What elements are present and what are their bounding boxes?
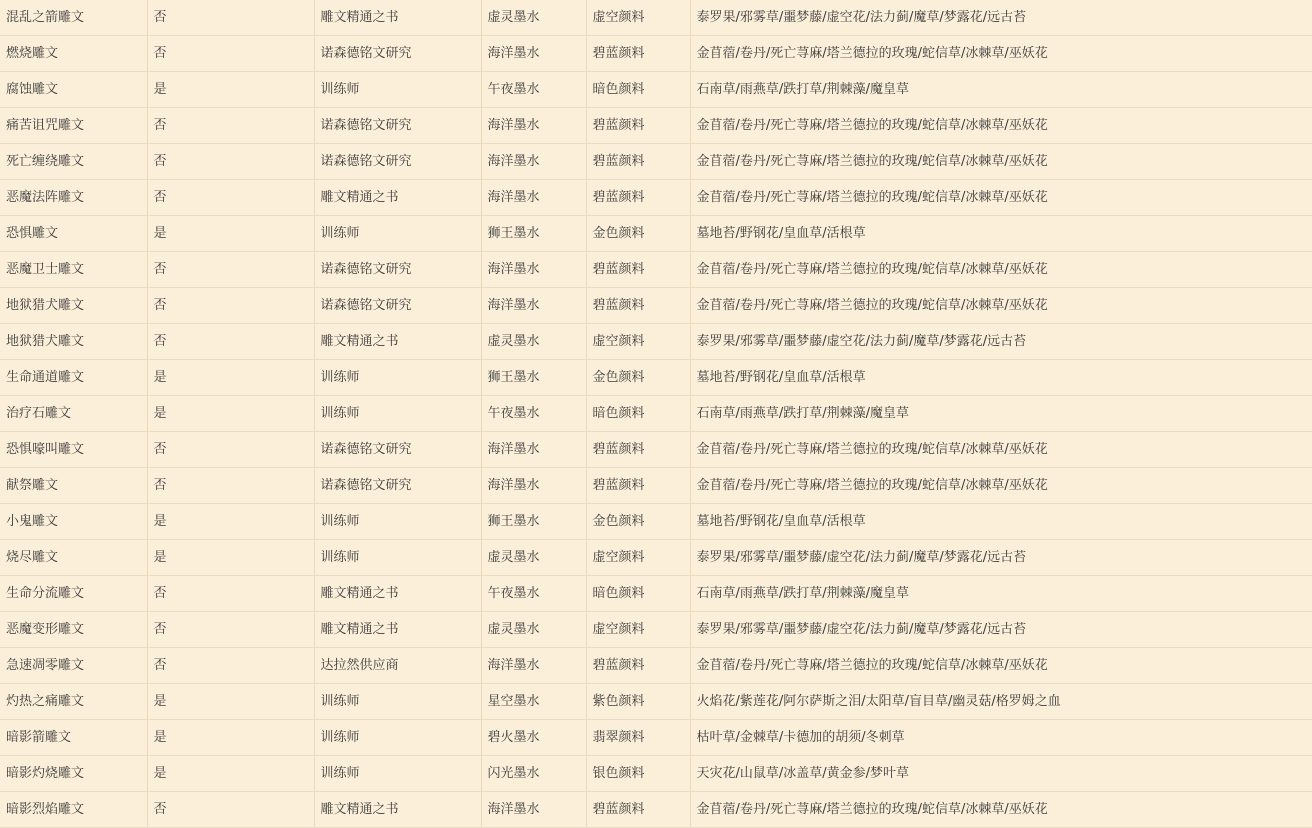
pigment-cell: 金色颜料 <box>586 360 690 396</box>
ink-cell: 午夜墨水 <box>481 72 586 108</box>
ink-cell: 海洋墨水 <box>481 432 586 468</box>
pigment-cell: 碧蓝颜料 <box>586 468 690 504</box>
ink-cell: 海洋墨水 <box>481 180 586 216</box>
table-row <box>0 108 1312 144</box>
herbs-cell: 石南草/雨燕草/跌打草/荆棘藻/魔皇草 <box>690 396 1312 432</box>
pigment-cell: 虚空颜料 <box>586 0 690 36</box>
source-cell: 诺森德铭文研究 <box>314 288 481 324</box>
source-cell: 雕文精通之书 <box>314 180 481 216</box>
ink-cell: 海洋墨水 <box>481 648 586 684</box>
starter-flag-cell: 是 <box>147 756 314 792</box>
pigment-cell: 金色颜料 <box>586 216 690 252</box>
glyph-name-cell: 烧尽雕文 <box>0 540 147 576</box>
source-cell: 达拉然供应商 <box>314 648 481 684</box>
ink-cell: 狮王墨水 <box>481 504 586 540</box>
source-cell: 训练师 <box>314 396 481 432</box>
glyph-name-cell: 治疗石雕文 <box>0 396 147 432</box>
starter-flag-cell: 是 <box>147 684 314 720</box>
ink-cell: 星空墨水 <box>481 684 586 720</box>
pigment-cell: 碧蓝颜料 <box>586 648 690 684</box>
glyph-name-cell: 痛苦诅咒雕文 <box>0 108 147 144</box>
table-row <box>0 468 1312 504</box>
source-cell: 诺森德铭文研究 <box>314 468 481 504</box>
starter-flag-cell: 否 <box>147 468 314 504</box>
glyph-name-cell: 生命通道雕文 <box>0 360 147 396</box>
herbs-cell: 金苜蓿/卷丹/死亡荨麻/塔兰德拉的玫瑰/蛇信草/冰棘草/巫妖花 <box>690 180 1312 216</box>
herbs-cell: 金苜蓿/卷丹/死亡荨麻/塔兰德拉的玫瑰/蛇信草/冰棘草/巫妖花 <box>690 432 1312 468</box>
glyph-name-cell: 死亡缠绕雕文 <box>0 144 147 180</box>
starter-flag-cell: 否 <box>147 180 314 216</box>
pigment-cell: 碧蓝颜料 <box>586 252 690 288</box>
pigment-cell: 紫色颜料 <box>586 684 690 720</box>
starter-flag-cell: 否 <box>147 576 314 612</box>
ink-cell: 午夜墨水 <box>481 576 586 612</box>
herbs-cell: 泰罗果/邪雾草/噩梦藤/虚空花/法力蓟/魔草/梦露花/远古苔 <box>690 612 1312 648</box>
pigment-cell: 碧蓝颜料 <box>586 144 690 180</box>
pigment-cell: 虚空颜料 <box>586 612 690 648</box>
source-cell: 诺森德铭文研究 <box>314 36 481 72</box>
glyph-name-cell: 灼热之痛雕文 <box>0 684 147 720</box>
glyph-name-cell: 小鬼雕文 <box>0 504 147 540</box>
glyph-name-cell: 地狱猎犬雕文 <box>0 324 147 360</box>
table-row <box>0 252 1312 288</box>
table-row <box>0 756 1312 792</box>
ink-cell: 海洋墨水 <box>481 108 586 144</box>
herbs-cell: 枯叶草/金棘草/卡德加的胡须/冬刺草 <box>690 720 1312 756</box>
table-row <box>0 684 1312 720</box>
source-cell: 雕文精通之书 <box>314 576 481 612</box>
glyph-name-cell: 暗影烈焰雕文 <box>0 792 147 828</box>
pigment-cell: 暗色颜料 <box>586 396 690 432</box>
pigment-cell: 碧蓝颜料 <box>586 288 690 324</box>
source-cell: 雕文精通之书 <box>314 0 481 36</box>
ink-cell: 虚灵墨水 <box>481 540 586 576</box>
herbs-cell: 泰罗果/邪雾草/噩梦藤/虚空花/法力蓟/魔草/梦露花/远古苔 <box>690 540 1312 576</box>
ink-cell: 海洋墨水 <box>481 252 586 288</box>
ink-cell: 海洋墨水 <box>481 288 586 324</box>
glyph-name-cell: 地狱猎犬雕文 <box>0 288 147 324</box>
starter-flag-cell: 是 <box>147 396 314 432</box>
herbs-cell: 石南草/雨燕草/跌打草/荆棘藻/魔皇草 <box>690 72 1312 108</box>
source-cell: 训练师 <box>314 72 481 108</box>
starter-flag-cell: 否 <box>147 792 314 828</box>
pigment-cell: 暗色颜料 <box>586 576 690 612</box>
pigment-cell: 碧蓝颜料 <box>586 432 690 468</box>
pigment-cell: 金色颜料 <box>586 504 690 540</box>
herbs-cell: 金苜蓿/卷丹/死亡荨麻/塔兰德拉的玫瑰/蛇信草/冰棘草/巫妖花 <box>690 792 1312 828</box>
pigment-cell: 碧蓝颜料 <box>586 108 690 144</box>
source-cell: 训练师 <box>314 756 481 792</box>
table-row <box>0 180 1312 216</box>
table-row <box>0 288 1312 324</box>
ink-cell: 虚灵墨水 <box>481 612 586 648</box>
table-row <box>0 576 1312 612</box>
ink-cell: 海洋墨水 <box>481 36 586 72</box>
glyph-name-cell: 混乱之箭雕文 <box>0 0 147 36</box>
glyph-name-cell: 暗影灼烧雕文 <box>0 756 147 792</box>
pigment-cell: 碧蓝颜料 <box>586 792 690 828</box>
table-row <box>0 324 1312 360</box>
starter-flag-cell: 是 <box>147 540 314 576</box>
glyph-name-cell: 恶魔变形雕文 <box>0 612 147 648</box>
ink-cell: 海洋墨水 <box>481 144 586 180</box>
table-row <box>0 432 1312 468</box>
table-row <box>0 0 1312 36</box>
table-row <box>0 144 1312 180</box>
herbs-cell: 金苜蓿/卷丹/死亡荨麻/塔兰德拉的玫瑰/蛇信草/冰棘草/巫妖花 <box>690 36 1312 72</box>
herbs-cell: 泰罗果/邪雾草/噩梦藤/虚空花/法力蓟/魔草/梦露花/远古苔 <box>690 0 1312 36</box>
pigment-cell: 虚空颜料 <box>586 540 690 576</box>
ink-cell: 午夜墨水 <box>481 396 586 432</box>
starter-flag-cell: 否 <box>147 648 314 684</box>
ink-cell: 海洋墨水 <box>481 468 586 504</box>
ink-cell: 虚灵墨水 <box>481 0 586 36</box>
starter-flag-cell: 否 <box>147 252 314 288</box>
starter-flag-cell: 否 <box>147 324 314 360</box>
source-cell: 雕文精通之书 <box>314 792 481 828</box>
herbs-cell: 墓地苔/野钢花/皇血草/活根草 <box>690 360 1312 396</box>
source-cell: 雕文精通之书 <box>314 612 481 648</box>
glyph-name-cell: 献祭雕文 <box>0 468 147 504</box>
ink-cell: 闪光墨水 <box>481 756 586 792</box>
table-row <box>0 360 1312 396</box>
glyph-name-cell: 暗影箭雕文 <box>0 720 147 756</box>
table-row <box>0 216 1312 252</box>
pigment-cell: 银色颜料 <box>586 756 690 792</box>
ink-cell: 狮王墨水 <box>481 360 586 396</box>
herbs-cell: 天灾花/山鼠草/冰盖草/黄金参/梦叶草 <box>690 756 1312 792</box>
starter-flag-cell: 是 <box>147 72 314 108</box>
glyph-name-cell: 恐惧雕文 <box>0 216 147 252</box>
herbs-cell: 金苜蓿/卷丹/死亡荨麻/塔兰德拉的玫瑰/蛇信草/冰棘草/巫妖花 <box>690 144 1312 180</box>
starter-flag-cell: 是 <box>147 504 314 540</box>
herbs-cell: 墓地苔/野钢花/皇血草/活根草 <box>690 504 1312 540</box>
starter-flag-cell: 是 <box>147 216 314 252</box>
herbs-cell: 金苜蓿/卷丹/死亡荨麻/塔兰德拉的玫瑰/蛇信草/冰棘草/巫妖花 <box>690 252 1312 288</box>
starter-flag-cell: 否 <box>147 612 314 648</box>
pigment-cell: 翡翠颜料 <box>586 720 690 756</box>
source-cell: 诺森德铭文研究 <box>314 144 481 180</box>
table-row <box>0 540 1312 576</box>
table-row <box>0 792 1312 828</box>
glyph-name-cell: 恐惧嚎叫雕文 <box>0 432 147 468</box>
table-row <box>0 720 1312 756</box>
herbs-cell: 火焰花/紫莲花/阿尔萨斯之泪/太阳草/盲目草/幽灵菇/格罗姆之血 <box>690 684 1312 720</box>
starter-flag-cell: 否 <box>147 288 314 324</box>
pigment-cell: 虚空颜料 <box>586 324 690 360</box>
ink-cell: 狮王墨水 <box>481 216 586 252</box>
herbs-cell: 金苜蓿/卷丹/死亡荨麻/塔兰德拉的玫瑰/蛇信草/冰棘草/巫妖花 <box>690 108 1312 144</box>
herbs-cell: 金苜蓿/卷丹/死亡荨麻/塔兰德拉的玫瑰/蛇信草/冰棘草/巫妖花 <box>690 648 1312 684</box>
pigment-cell: 碧蓝颜料 <box>586 180 690 216</box>
starter-flag-cell: 否 <box>147 432 314 468</box>
table-row <box>0 504 1312 540</box>
glyph-name-cell: 燃烧雕文 <box>0 36 147 72</box>
glyph-name-cell: 生命分流雕文 <box>0 576 147 612</box>
herbs-cell: 石南草/雨燕草/跌打草/荆棘藻/魔皇草 <box>690 576 1312 612</box>
source-cell: 诺森德铭文研究 <box>314 432 481 468</box>
starter-flag-cell: 否 <box>147 0 314 36</box>
glyph-name-cell: 急速凋零雕文 <box>0 648 147 684</box>
source-cell: 训练师 <box>314 540 481 576</box>
glyph-name-cell: 腐蚀雕文 <box>0 72 147 108</box>
table-row <box>0 72 1312 108</box>
herbs-cell: 泰罗果/邪雾草/噩梦藤/虚空花/法力蓟/魔草/梦露花/远古苔 <box>690 324 1312 360</box>
table-row <box>0 612 1312 648</box>
source-cell: 雕文精通之书 <box>314 324 481 360</box>
source-cell: 诺森德铭文研究 <box>314 252 481 288</box>
source-cell: 训练师 <box>314 720 481 756</box>
starter-flag-cell: 是 <box>147 720 314 756</box>
ink-cell: 虚灵墨水 <box>481 324 586 360</box>
starter-flag-cell: 否 <box>147 144 314 180</box>
pigment-cell: 暗色颜料 <box>586 72 690 108</box>
starter-flag-cell: 否 <box>147 108 314 144</box>
ink-cell: 碧火墨水 <box>481 720 586 756</box>
source-cell: 训练师 <box>314 216 481 252</box>
herbs-cell: 墓地苔/野钢花/皇血草/活根草 <box>690 216 1312 252</box>
pigment-cell: 碧蓝颜料 <box>586 36 690 72</box>
table-row <box>0 648 1312 684</box>
glyph-name-cell: 恶魔法阵雕文 <box>0 180 147 216</box>
source-cell: 诺森德铭文研究 <box>314 108 481 144</box>
table-row <box>0 36 1312 72</box>
herbs-cell: 金苜蓿/卷丹/死亡荨麻/塔兰德拉的玫瑰/蛇信草/冰棘草/巫妖花 <box>690 288 1312 324</box>
source-cell: 训练师 <box>314 504 481 540</box>
source-cell: 训练师 <box>314 360 481 396</box>
glyph-name-cell: 恶魔卫士雕文 <box>0 252 147 288</box>
table-row <box>0 396 1312 432</box>
starter-flag-cell: 是 <box>147 360 314 396</box>
starter-flag-cell: 否 <box>147 36 314 72</box>
ink-cell: 海洋墨水 <box>481 792 586 828</box>
herbs-cell: 金苜蓿/卷丹/死亡荨麻/塔兰德拉的玫瑰/蛇信草/冰棘草/巫妖花 <box>690 468 1312 504</box>
source-cell: 训练师 <box>314 684 481 720</box>
